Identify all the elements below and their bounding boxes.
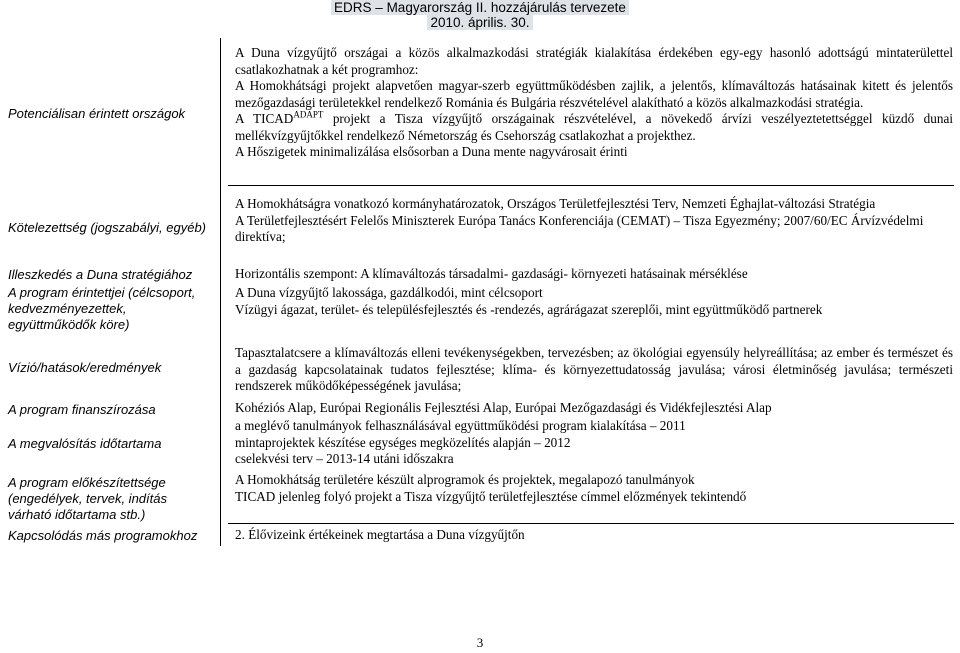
document-header	[0, 0, 960, 30]
header-date: 2010. április. 30.	[427, 15, 532, 30]
duration-step-1: a meglévő tanulmányok felhasználásával együttműködési program kialakítása – 2011	[235, 418, 686, 433]
potential-countries-ticad: A $TICAD^{ADAPT}$ projekt a Tisza vízgyűjtő országainak részvételével, a növekedő árvízi veszélyeztetettséggel küzdő dunai mellékvízgyűjtőkkel rendelkező Németország és Csehország csatlakozhat a projekthez.	[235, 109, 953, 143]
label-danube-strategy-fit: Illeszkedés a Duna stratégiához	[8, 267, 193, 282]
label-financing: A program finanszírozása	[8, 402, 156, 417]
cell-related-programs: 2. Élővizeink értékeinek megtartása a Duna vízgyűjtőn	[235, 527, 525, 542]
label-vision: Vízió/hatások/eredmények	[8, 360, 162, 375]
cell-duration	[235, 418, 953, 468]
label-related-programs: Kapcsolódás más programokhoz	[8, 528, 198, 543]
preparedness-line-1: A Homokhátság területére készült alprogramok és projektek, megalapozó tanulmányok	[235, 472, 695, 487]
duration-step-2: mintaprojektek készítése egységes megközelítés alapján – 2012	[235, 434, 571, 450]
page-number: 3	[476, 635, 484, 650]
cell-preparedness	[235, 472, 953, 505]
row-divider	[228, 523, 954, 524]
row-divider	[228, 185, 954, 186]
preparedness-line-2: TICAD jelenleg folyó projekt a Tisza vízgyűjtő területfejlesztése címmel előzmények tekintendő	[235, 488, 747, 504]
cell-vision: Tapasztalatcsere a klímaváltozás elleni tevékenységekben, tervezésben; az ökológiai egyensúly helyreállítása; az ember és természet és a gazdaság kapcsolatainak tudatos fejlesztése; klíma- és környezettudatosság javulása; városi életminőség javulása; természeti rendszerek működőképességének javulása;	[235, 345, 953, 393]
label-stakeholders: A program érintettjei (célcsoport, kedvezményezettek, együttműködők köre)	[8, 285, 196, 332]
obligation-line-2: A Területfejlesztésért Felelős Miniszterek Európa Tanács Konferenciája (CEMAT) – Tisza Egyezmény; 2007/60/EC Árvízvédelmi direktíva;	[235, 212, 924, 244]
label-duration: A megvalósítás időtartama	[8, 436, 162, 451]
header-title: EDRS – Magyarország II. hozzájárulás tervezete	[331, 0, 629, 15]
label-potential-countries: Potenciálisan érintett országok	[8, 106, 186, 121]
potential-countries-hoszigetek: A Hőszigetek minimalizálása elsősorban a Duna mente nagyvárosait érinti	[235, 144, 628, 159]
obligation-line-1: A Homokhátságra vonatkozó kormányhatározatok, Országos Területfejlesztési Terv, Nemzeti Éghajlat-változási Stratégia	[235, 196, 876, 211]
cell-obligation	[235, 196, 953, 246]
stakeholders-partners: Vízügyi ágazat, terület- és településfejlesztés és -rendezés, agrárágazat szereplői, mint együttműködő partnerek	[235, 301, 823, 317]
cell-potential-countries	[235, 45, 953, 161]
label-obligation: Kötelezettség (jogszabályi, egyéb)	[8, 220, 207, 235]
label-preparedness: A program előkészítettsége (engedélyek, tervek, indítás várható időtartama stb.)	[8, 475, 167, 522]
potential-countries-homokhatsag: A Homokhátsági projekt alapvetően magyar-szerb együttműködésben zajlik, a jelentős, klímaváltozás hatásainak kitett és jelentős mezőgazdasági területekkel rendelkező Románia és Bulgária részvételével alakítható a közös alkalmazkodási stratégia.	[235, 78, 953, 110]
duration-step-3: cselekvési terv – 2013-14 utáni időszakra	[235, 451, 454, 466]
potential-countries-intro: A Duna vízgyűjtő országai a közös alkalmazkodási stratégiák kialakítása érdekében egy-egy hasonló adottságú mintaterülettel csatlakozhatnak a két programhoz:	[235, 45, 953, 77]
column-divider	[220, 38, 221, 546]
cell-financing: Kohéziós Alap, Európai Regionális Fejlesztési Alap, Európai Mezőgazdasági és Vidékfejlesztési Alap	[235, 400, 772, 415]
cell-danube-strategy-fit: Horizontális szempont: A klímaváltozás társadalmi- gazdasági- környezeti hatásainak mérséklése	[235, 266, 748, 281]
cell-stakeholders	[235, 285, 953, 318]
stakeholders-target-group: A Duna vízgyűjtő lakossága, gazdálkodói, mint célcsoport	[235, 285, 543, 300]
